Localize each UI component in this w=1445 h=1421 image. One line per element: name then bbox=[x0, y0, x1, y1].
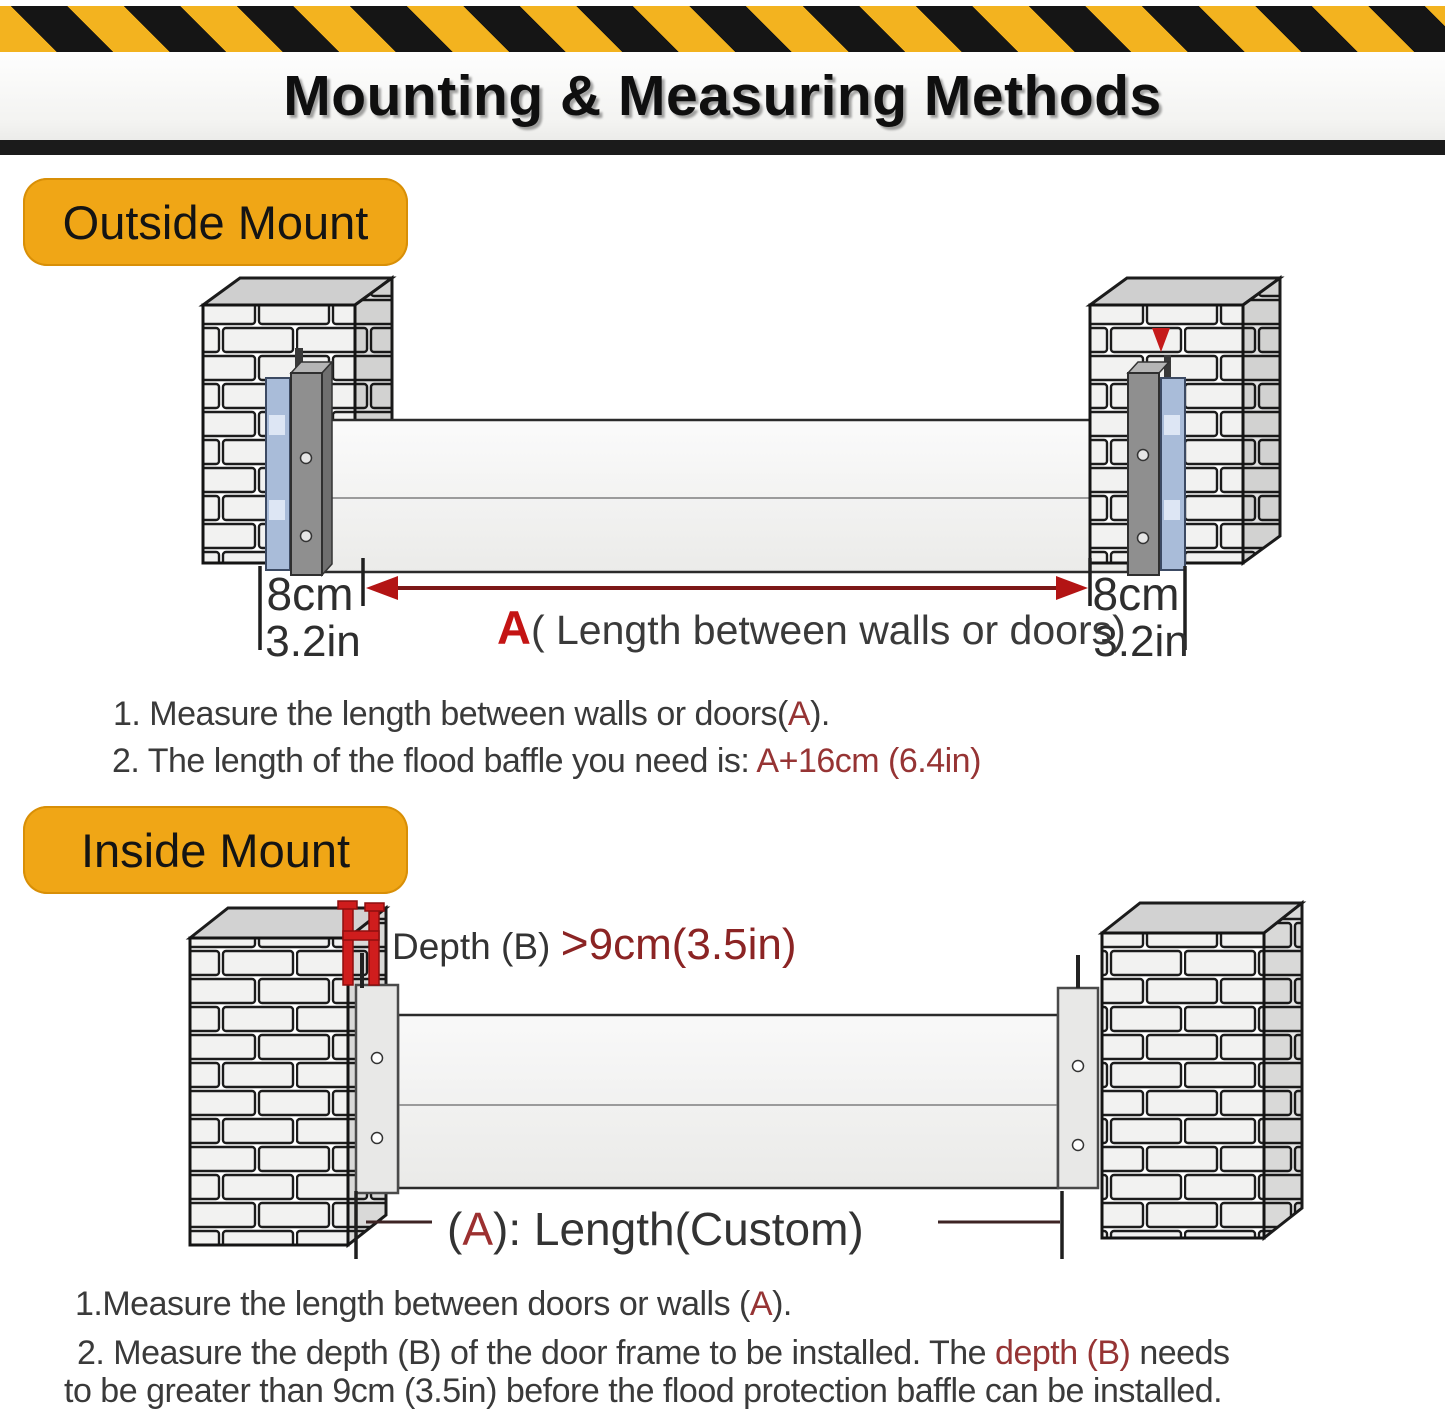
depth-label: Depth (B) >9cm(3.5in) bbox=[392, 917, 797, 970]
mounting-channel-left bbox=[356, 985, 398, 1193]
screw-hole bbox=[1073, 1140, 1084, 1151]
left-dim-in: 3.2in bbox=[265, 617, 361, 666]
banner-divider-bar bbox=[0, 140, 1445, 155]
length-letter-A: A bbox=[497, 601, 531, 654]
screw-hole bbox=[301, 531, 312, 542]
outside-mount-diagram bbox=[0, 270, 1445, 670]
inside-mount-diagram bbox=[0, 893, 1445, 1293]
length-arrow bbox=[366, 576, 1088, 600]
screw-hole bbox=[1138, 450, 1149, 461]
screw-hole bbox=[372, 1133, 383, 1144]
inside-mount-label bbox=[23, 806, 408, 894]
length-arrow-label: A( Length between walls or doors) bbox=[497, 601, 1126, 654]
hazard-stripes bbox=[0, 6, 1445, 52]
left-dim-cm: 8cm bbox=[266, 568, 354, 620]
right-dim-cm: 8cm bbox=[1092, 568, 1180, 620]
inside-mount-label-text: Inside Mount bbox=[80, 823, 351, 877]
outside-step-1: 1. Measure the length between walls or doors(A). bbox=[113, 695, 830, 733]
pillar-left-front bbox=[190, 938, 348, 1245]
banner-title-band bbox=[0, 52, 1445, 140]
inside-step-2-line1: 2. Measure the depth (B) of the door frame to be installed. The depth (B) needs bbox=[77, 1334, 1230, 1372]
seal-strip-right bbox=[1161, 378, 1185, 570]
flood-barrier-panel bbox=[398, 1015, 1058, 1188]
mounting-channel-left bbox=[291, 362, 332, 575]
flood-barrier-panel bbox=[322, 420, 1128, 572]
screw-hole bbox=[301, 453, 312, 464]
inside-step-1: 1.Measure the length between doors or walls (A). bbox=[75, 1285, 792, 1323]
right-dim-in: 3.2in bbox=[1093, 617, 1189, 666]
seal-strip-left bbox=[266, 378, 290, 570]
mounting-channel-right bbox=[1058, 988, 1098, 1188]
screw-hole bbox=[372, 1053, 383, 1064]
pillar-right-front bbox=[1102, 933, 1264, 1238]
page-title: Mounting & Measuring Methods bbox=[283, 64, 1162, 128]
length-letter-A: A bbox=[462, 1203, 494, 1255]
inside-step-2-line2: to be greater than 9cm (3.5in) before the flood protection baffle can be installed. bbox=[64, 1372, 1223, 1410]
outside-step-2: 2. The length of the flood baffle you need is: A+16cm (6.4in) bbox=[112, 742, 981, 780]
brick-pillar-right bbox=[1102, 903, 1302, 1238]
screw-hole bbox=[1138, 533, 1149, 544]
length-label: (A): Length(Custom) bbox=[447, 1203, 864, 1255]
outside-mount-label bbox=[23, 178, 408, 266]
screw-hole bbox=[1073, 1061, 1084, 1072]
outside-mount-label-text: Outside Mount bbox=[62, 195, 369, 249]
